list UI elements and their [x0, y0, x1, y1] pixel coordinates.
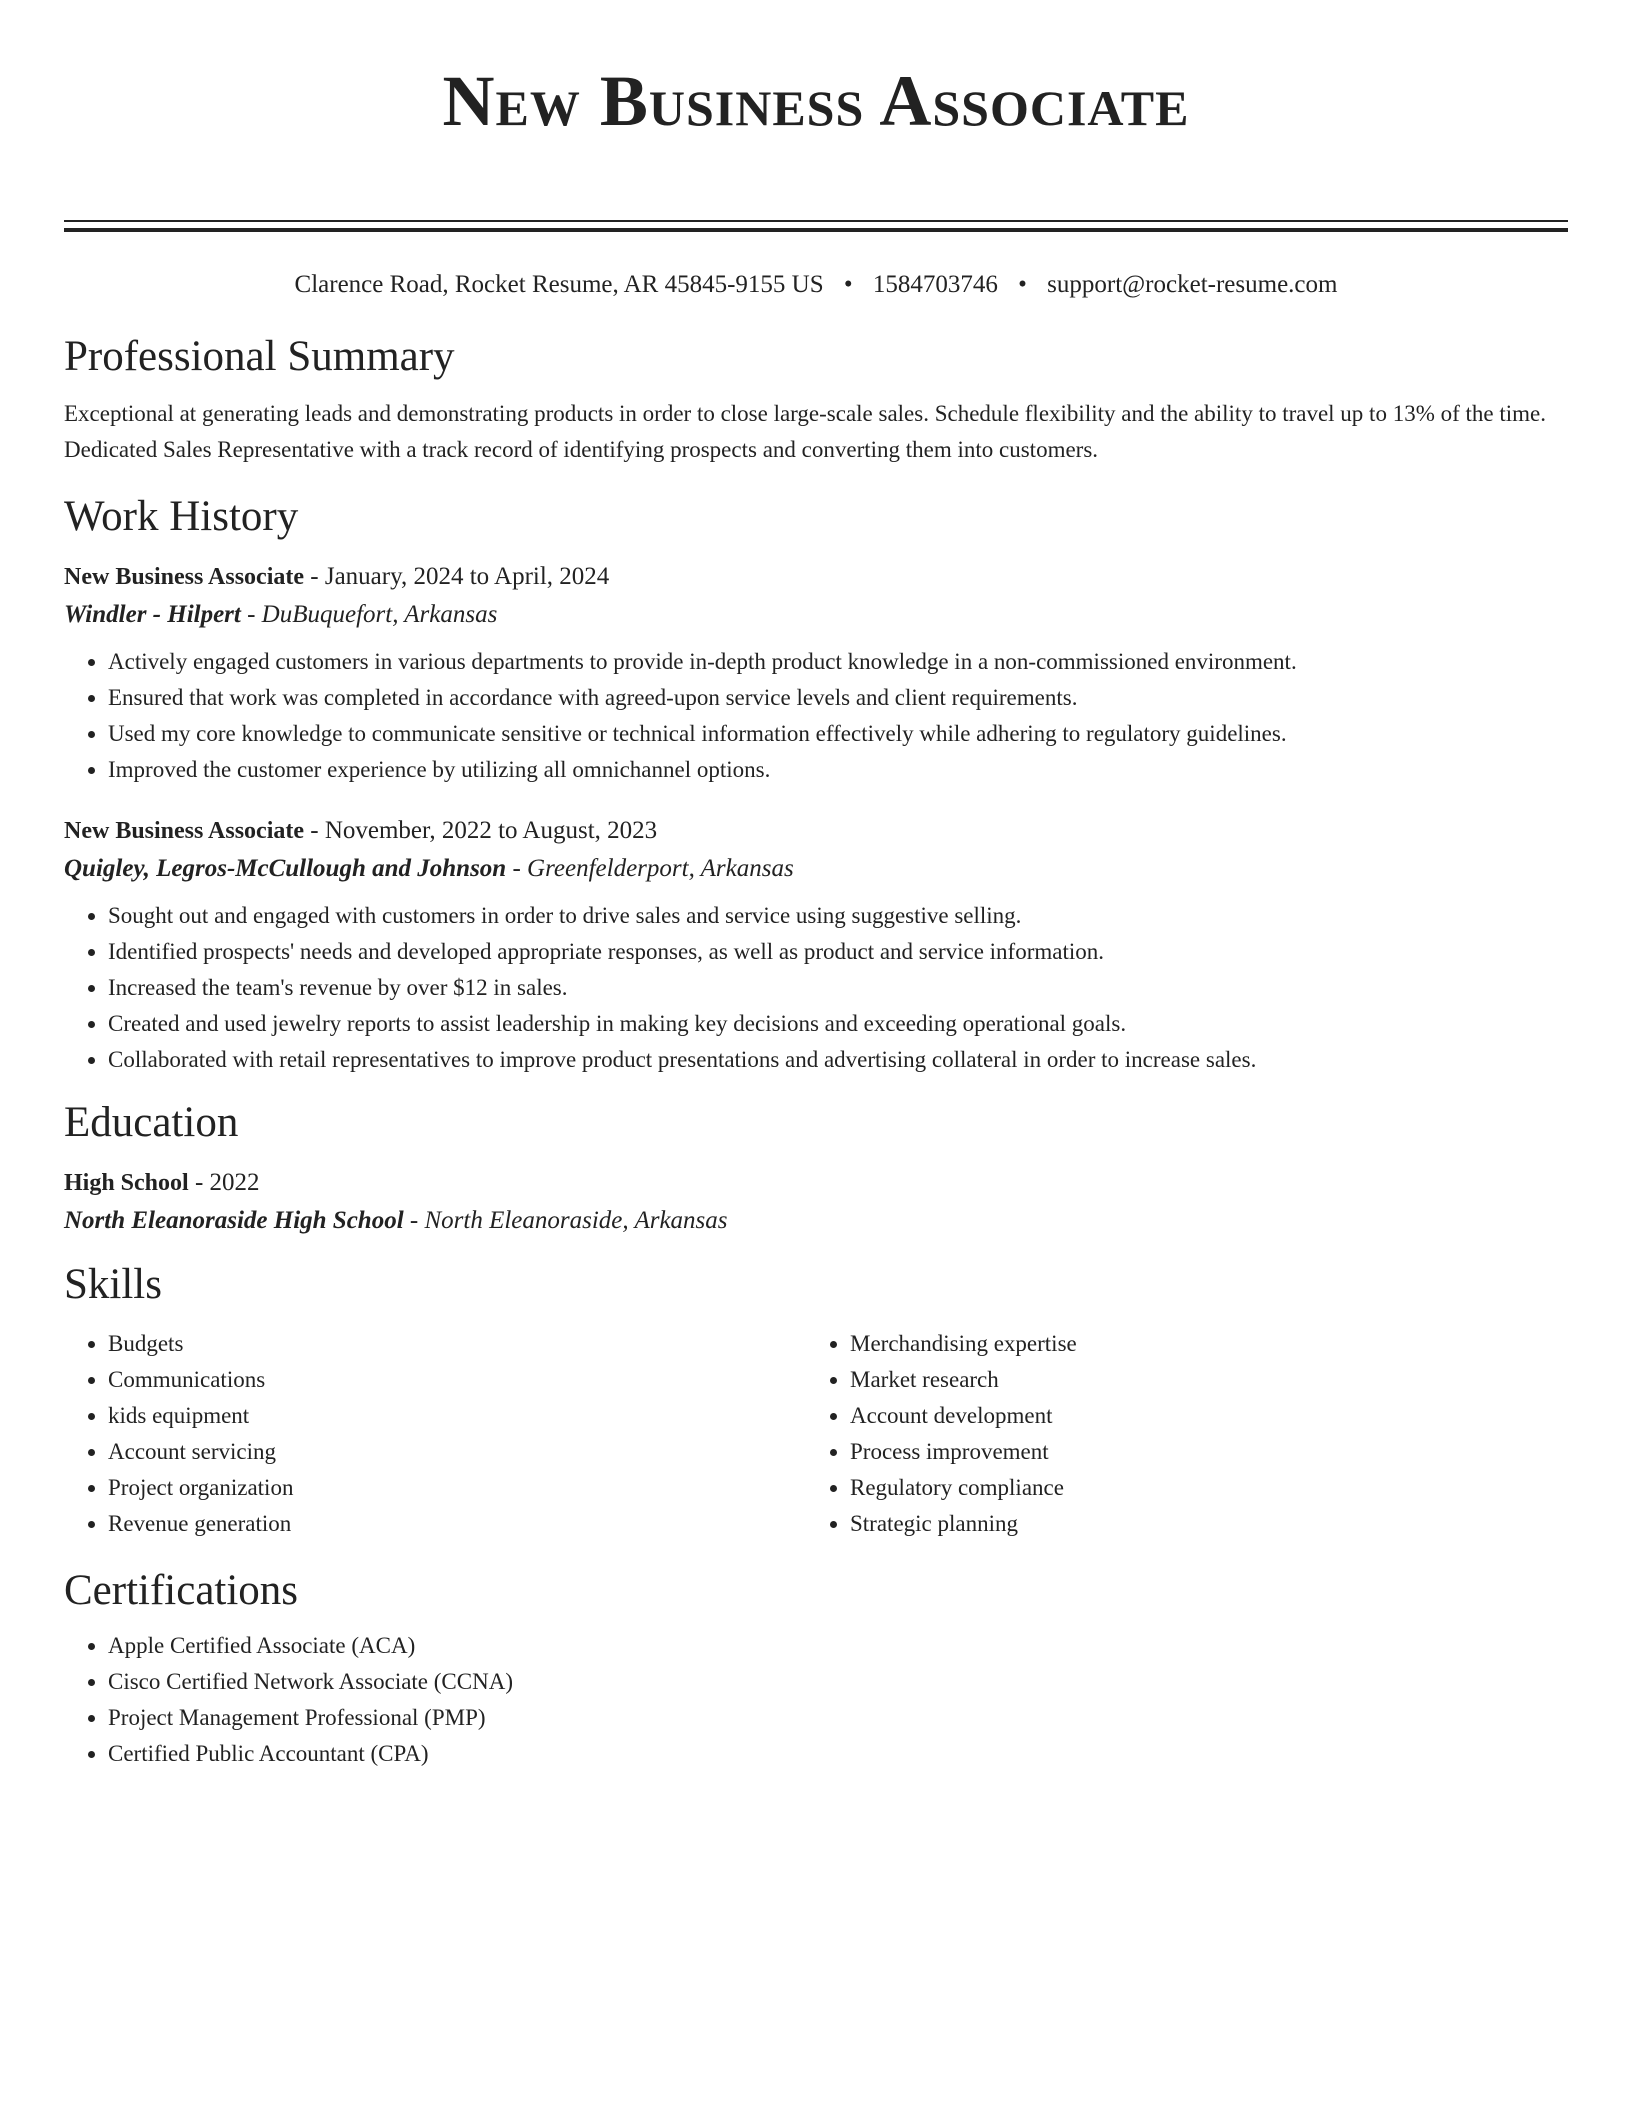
skill-item: • Process improvement: [850, 1434, 1548, 1470]
skill-item: • Regulatory compliance: [850, 1470, 1548, 1506]
contact-separator: •: [843, 271, 853, 298]
skills-list-left: [64, 1326, 806, 1542]
skills-columns: [64, 1326, 1568, 1542]
professional-summary-section: [64, 330, 1568, 468]
resume-name: New Business Associate: [442, 61, 1190, 141]
certifications-list: [64, 1628, 1568, 1772]
list-item: • Sought out and engaged with customers in order to drive sales and service using suggestive selling.: [108, 898, 1568, 934]
education-section: [64, 1096, 1568, 1240]
work-history-section: [64, 490, 1568, 1078]
skill-item: • kids equipment: [108, 1398, 806, 1434]
list-item: • Identified prospects' needs and developed appropriate responses, as well as product and service information.: [108, 934, 1568, 970]
list-item: • Improved the customer experience by utilizing all omnichannel options.: [108, 752, 1568, 788]
job-bullets: [64, 644, 1568, 788]
skill-item: • Strategic planning: [850, 1506, 1548, 1542]
section-heading: Professional Summary: [64, 333, 455, 380]
contact-separator: •: [1018, 271, 1027, 298]
skill-item: • Account servicing: [108, 1434, 806, 1470]
skill-item: • Account development: [850, 1398, 1548, 1434]
job-entry: [64, 558, 1568, 788]
certification-item: • Cisco Certified Network Associate (CCNA): [108, 1664, 1568, 1700]
education-entry: [64, 1164, 1568, 1240]
contact-line: [64, 268, 1568, 302]
list-item: • Actively engaged customers in various departments to provide in-depth product knowledge in a non-commissioned environment.: [108, 644, 1568, 680]
skill-item: • Merchandising expertise: [850, 1326, 1548, 1362]
summary-text: Exceptional at generating leads and demonstrating products in order to close large-scale sales. Schedule flexibility and the ability to travel up to 13% of the time. Dedicated Sales Representative with a track record of identifying prospects and converting them into customers.: [64, 401, 1546, 462]
skill-item: • Market research: [850, 1362, 1548, 1398]
header-divider-thin: [64, 220, 1568, 222]
certifications-section: [64, 1564, 1568, 1772]
list-item: • Created and used jewelry reports to assist leadership in making key decisions and exceeding operational goals.: [108, 1006, 1568, 1042]
job-title: New Business Associate: [64, 818, 305, 844]
skills-list-right: [806, 1326, 1548, 1542]
job-company: Quigley, Legros-McCullough and Johnson: [64, 855, 507, 882]
job-employer: [64, 596, 1568, 634]
skill-item: • Project organization: [108, 1470, 806, 1506]
job-title: New Business Associate: [64, 564, 305, 590]
education-year: - 2022: [188, 1169, 260, 1196]
job-employer: [64, 850, 1568, 888]
list-item: • Increased the team's revenue by over $12 in sales.: [108, 970, 1568, 1006]
list-item: • Collaborated with retail representatives to improve product presentations and advertising collateral in order to increase sales.: [108, 1042, 1568, 1078]
job-header: [64, 558, 1568, 596]
list-item: • Ensured that work was completed in accordance with agreed-upon service levels and client requirements.: [108, 680, 1568, 716]
education-degree: High School: [64, 1170, 189, 1196]
education-school: North Eleanoraside High School: [64, 1207, 404, 1234]
skill-item: • Budgets: [108, 1326, 806, 1362]
list-item: • Used my core knowledge to communicate sensitive or technical information effectively while adhering to regulatory guidelines.: [108, 716, 1568, 752]
education-header: [64, 1164, 1568, 1202]
job-location: - Greenfelderport, Arkansas: [506, 855, 794, 882]
skills-section: [64, 1258, 1568, 1542]
education-location: - North Eleanoraside, Arkansas: [403, 1207, 728, 1234]
job-dates: - November, 2022 to August, 2023: [304, 817, 658, 844]
header-divider-thick: [64, 228, 1568, 232]
section-heading: Work History: [64, 493, 299, 540]
certification-item: • Certified Public Accountant (CPA): [108, 1736, 1568, 1772]
contact-phone: 1584703746: [872, 271, 998, 298]
skill-item: • Revenue generation: [108, 1506, 806, 1542]
education-school-line: [64, 1202, 1568, 1240]
skill-item: • Communications: [108, 1362, 806, 1398]
section-heading: Skills: [64, 1261, 162, 1308]
job-entry: [64, 812, 1568, 1078]
contact-address: Clarence Road, Rocket Resume, AR 45845-9155 US: [294, 271, 824, 298]
job-company: Windler - Hilpert: [64, 601, 241, 628]
certification-item: • Project Management Professional (PMP): [108, 1700, 1568, 1736]
job-dates: - January, 2024 to April, 2024: [304, 563, 610, 590]
job-header: [64, 812, 1568, 850]
contact-email: support@rocket-resume.com: [1047, 271, 1338, 298]
section-heading: Certifications: [64, 1567, 299, 1614]
job-location: - DuBuquefort, Arkansas: [240, 601, 498, 628]
section-heading: Education: [64, 1099, 239, 1146]
certification-item: • Apple Certified Associate (ACA): [108, 1628, 1568, 1664]
job-bullets: [64, 898, 1568, 1078]
